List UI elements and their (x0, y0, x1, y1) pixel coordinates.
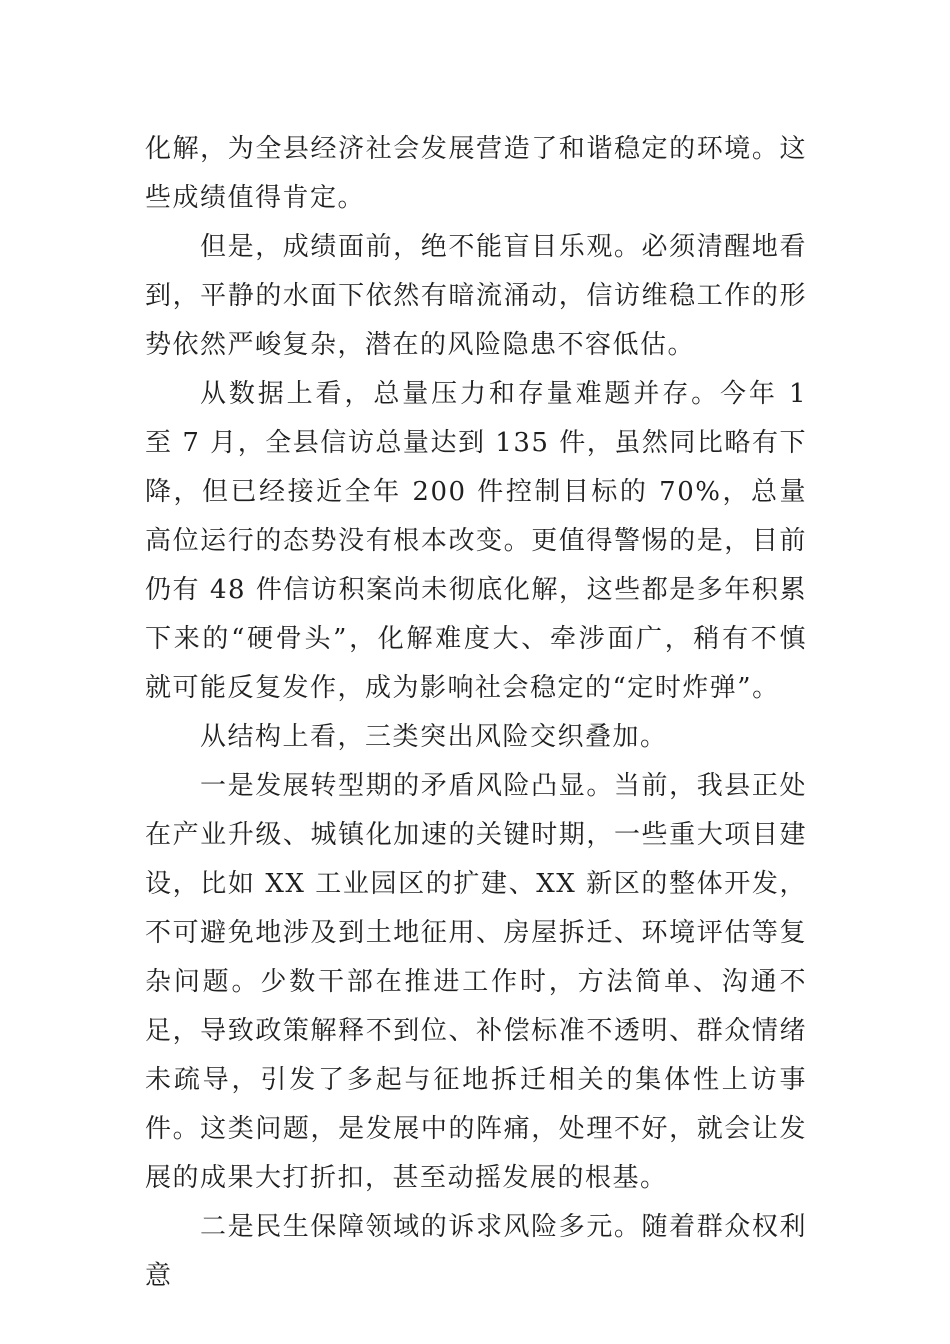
paragraph-6: 二是民生保障领域的诉求风险多元。随着群众权利意 (145, 1212, 807, 1291)
paragraph-2: 但是，成绩面前，绝不能盲目乐观。必须清醒地看到，平静的水面下依然有暗流涌动，信访维稳工作的形势依然严峻复杂，潜在的风险隐患不容低估。 (145, 232, 807, 360)
paragraph-3: 从数据上看，总量压力和存量难题并存。今年 1 至 7 月，全县信访总量达到 135 件，虽然同比略有下降，但已经接近全年 200 件控制目标的 70%，总量高位运行的态势没有根本改变。更值得警惕的是，目前仍有 48 件信访积案尚未彻底化解，这些都是多年积累下来的“硬骨头”，化解难度大、牵涉面广，稍有不慎就可能反复发作，成为影响社会稳定的“定时炸弹”。 (145, 379, 807, 703)
paragraph-5: 一是发展转型期的矛盾风险凸显。当前，我县正处在产业升级、城镇化加速的关键时期，一些重大项目建设，比如 XX 工业园区的扩建、XX 新区的整体开发，不可避免地涉及到土地征用、房屋拆迁、环境评估等复杂问题。少数干部在推进工作时，方法简单、沟通不足，导致政策解释不到位、补偿标准不透明、群众情绪未疏导，引发了多起与征地拆迁相关的集体性上访事件。这类问题，是发展中的阵痛，处理不好，就会让发展的成果大打折扣，甚至动摇发展的根基。 (145, 771, 807, 1193)
document-body (145, 125, 807, 1301)
paragraph-4: 从结构上看，三类突出风险交织叠加。 (200, 722, 668, 752)
paragraph-1: 化解，为全县经济社会发展营造了和谐稳定的环境。这些成绩值得肯定。 (145, 134, 807, 213)
